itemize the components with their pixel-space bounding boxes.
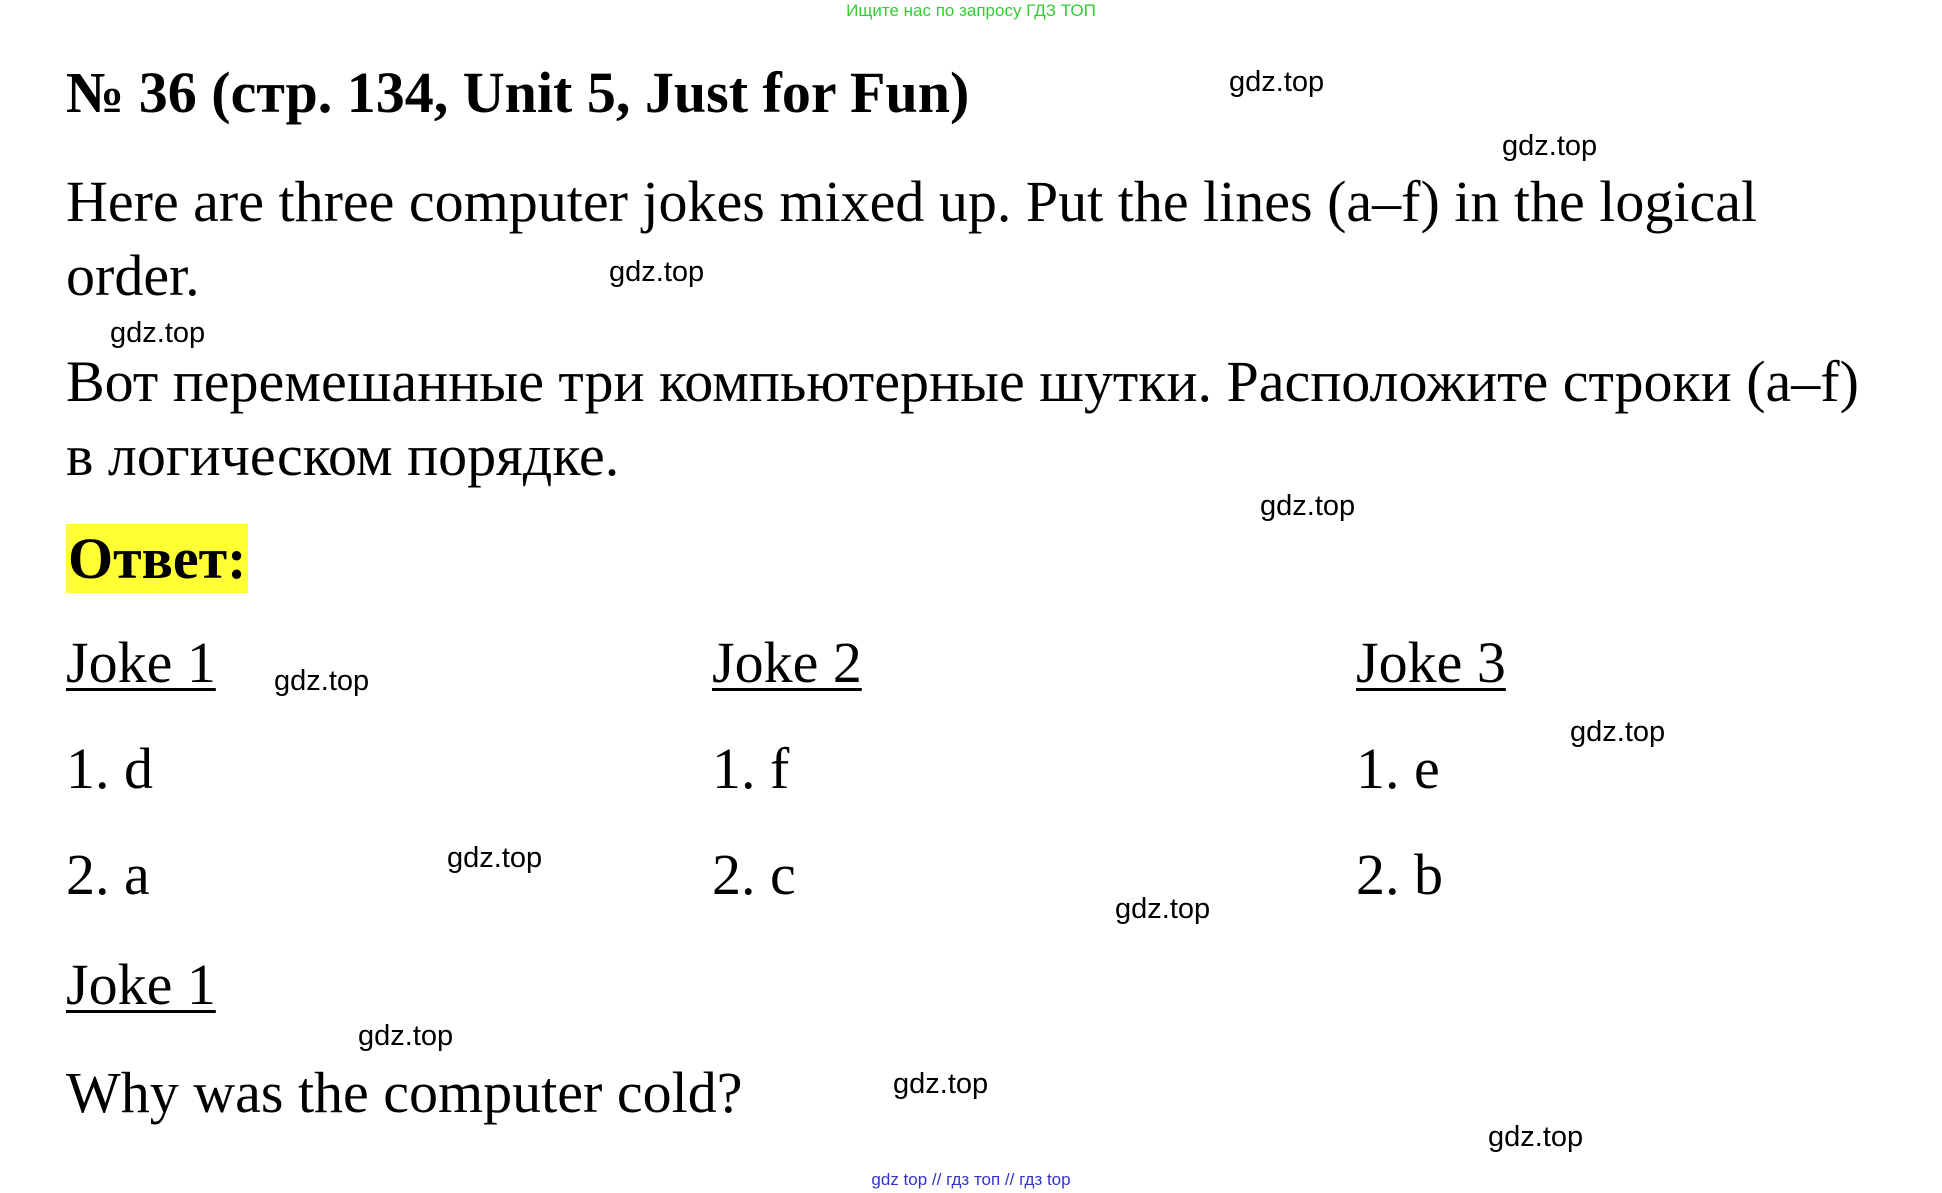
- top-banner: Ищите нас по запросу ГДЗ ТОП: [846, 1, 1096, 20]
- joke-line: 1. f: [712, 736, 790, 801]
- joke-lines: [1356, 736, 1876, 908]
- task-title: № 36 (стр. 134, Unit 5, Just for Fun): [66, 60, 970, 125]
- joke-line: 2. c: [712, 842, 796, 907]
- joke-line: 1. e: [1356, 736, 1440, 801]
- watermark: gdz.top: [1488, 1121, 1584, 1153]
- watermark: gdz.top: [274, 665, 370, 697]
- answer-label: Ответ:: [68, 526, 247, 591]
- joke-heading: Joke 2: [712, 630, 862, 695]
- watermark: gdz.top: [1229, 66, 1325, 98]
- watermark: gdz.top: [1502, 130, 1598, 162]
- watermark: gdz.top: [609, 256, 705, 288]
- joke-line: 1. d: [66, 736, 153, 801]
- watermark: gdz.top: [1570, 716, 1666, 748]
- bottom-banner: gdz top // гдз топ // гдз top: [871, 1170, 1071, 1189]
- joke-lines: [712, 736, 1232, 908]
- joke-line: 2. b: [1356, 842, 1443, 907]
- joke-question: Why was the computer cold?: [66, 1060, 743, 1125]
- joke-heading: Joke 3: [1356, 630, 1506, 695]
- joke-column-3: [1356, 630, 1876, 908]
- instruction-english: Here are three computer jokes mixed up. Put the lines (a–f) in the logical order.: [66, 169, 1758, 308]
- watermark: gdz.top: [1115, 893, 1211, 925]
- watermark: gdz.top: [358, 1020, 454, 1052]
- joke-lines: [66, 736, 586, 908]
- watermark: gdz.top: [893, 1068, 989, 1100]
- joke-detail-heading: Joke 1: [66, 952, 216, 1017]
- watermark: gdz.top: [110, 317, 206, 349]
- joke-column-2: [712, 630, 1232, 908]
- watermark: gdz.top: [1260, 490, 1356, 522]
- watermark: gdz.top: [447, 842, 543, 874]
- instruction-russian: Вот перемешанные три компьютерные шутки. Расположите строки (a–f) в логическом порядке.: [66, 349, 1859, 488]
- joke-line: 2. a: [66, 842, 150, 907]
- joke-heading: Joke 1: [66, 630, 216, 695]
